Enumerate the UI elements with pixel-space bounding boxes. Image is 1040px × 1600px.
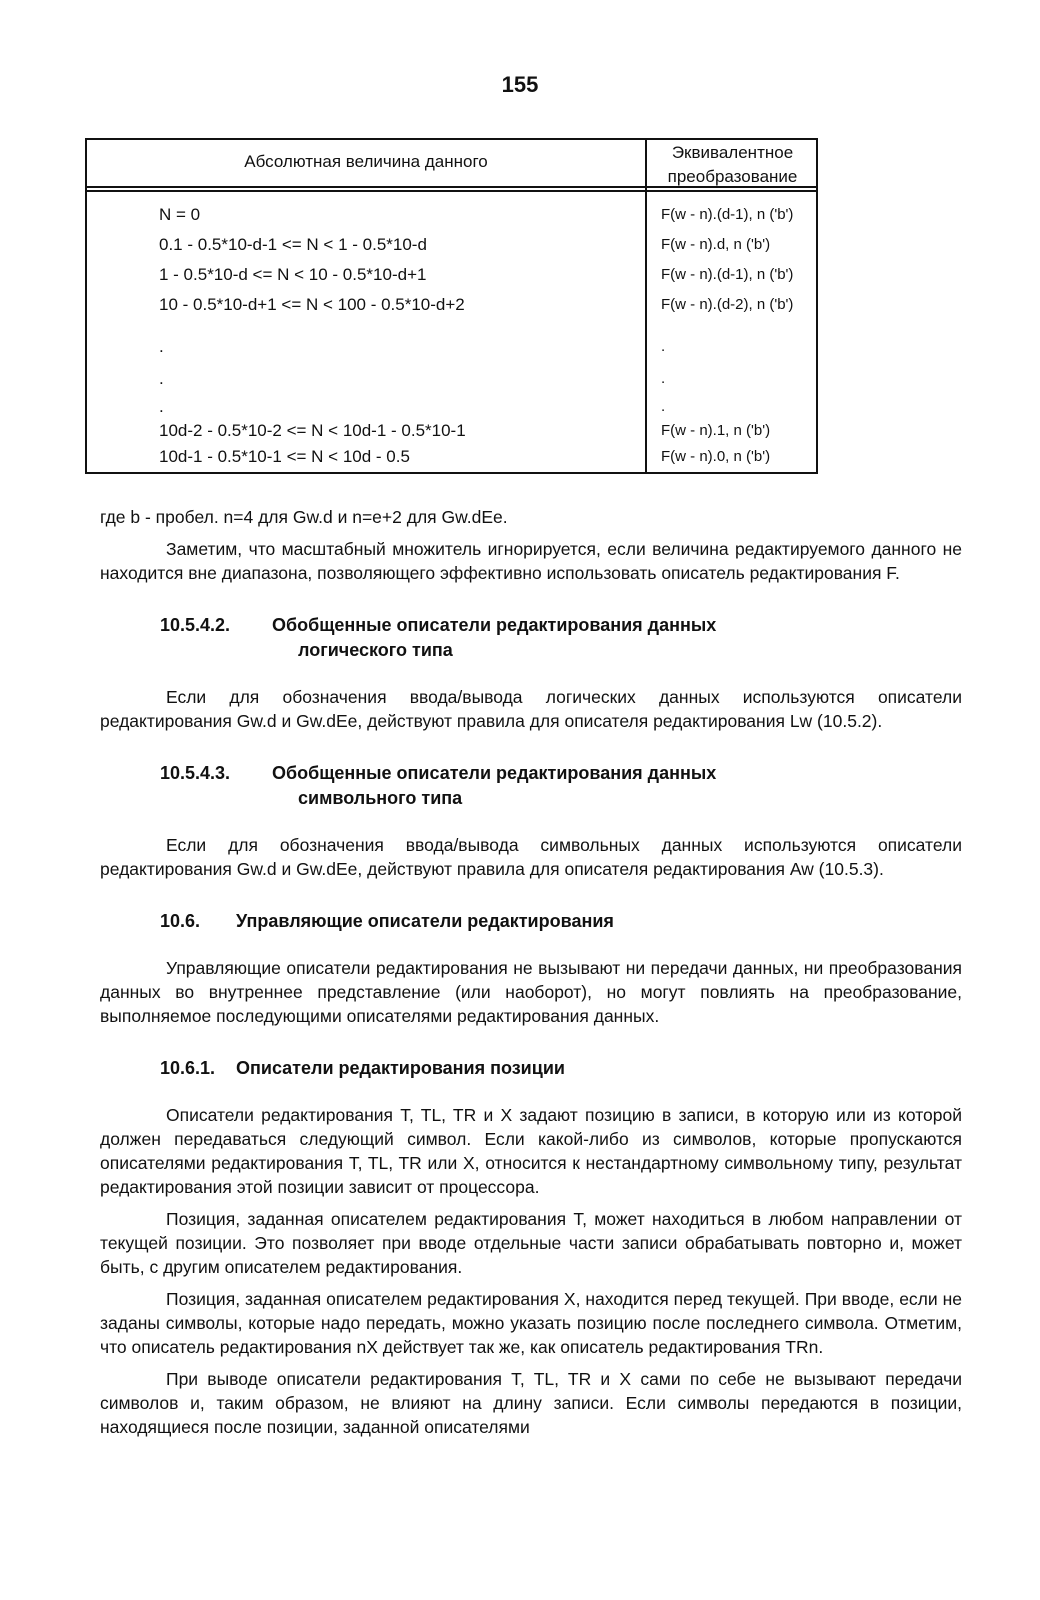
paragraph-t-descriptor: Позиция, заданная описателем редактирования T, может находиться в любом направлении от текущей позиции. Это позволяет при вводе отдельные части записи обрабатывать повторно и, может быть, с другим описателем редактирования. — [100, 1209, 962, 1277]
section-title-continued: символьного типа — [298, 788, 463, 808]
section-number: 10.6.1. — [160, 1058, 216, 1078]
table-row — [87, 444, 816, 470]
table-row — [87, 394, 816, 420]
table-row — [87, 202, 816, 228]
page-body — [100, 505, 962, 1439]
section-title: Обобщенные описатели редактирования данных — [272, 763, 717, 783]
conversion-cell: F(w - n).(d-1), n ('b') — [661, 266, 794, 283]
range-cell: 10d-1 - 0.5*10-1 <= N < 10d - 0.5 — [159, 447, 410, 466]
paragraph-character-type: Если для обозначения ввода/вывода символьных данных используются описатели редактирования Gw.d и Gw.dEe, действуют правила для описателя редактирования Aw (10.5.3). — [100, 835, 962, 879]
section-number: 10.5.4.3. — [160, 763, 231, 783]
range-cell: N = 0 — [159, 205, 201, 224]
section-number: 10.5.4.2. — [160, 615, 231, 635]
table-row — [87, 292, 816, 318]
section-heading-10-6 — [160, 909, 962, 934]
conversion-cell: F(w - n).1, n ('b') — [661, 422, 771, 439]
table-row — [87, 418, 816, 444]
paragraph-control-descriptors: Управляющие описатели редактирования не вызывают ни передачи данных, ни преобразования данных во внутреннее представление (или наоборот), но могут повлиять на преобразование, выполняемое последующими описателями редактирования данных. — [100, 958, 962, 1026]
header-absolute-value: Абсолютная величина данного — [244, 152, 488, 171]
ellipsis-cell: . — [159, 397, 164, 416]
range-cell: 0.1 - 0.5*10-d-1 <= N < 1 - 0.5*10-d — [159, 235, 427, 254]
range-cell: 10d-2 - 0.5*10-2 <= N < 10d-1 - 0.5*10-1 — [159, 421, 466, 440]
conversion-cell: F(w - n).0, n ('b') — [661, 448, 771, 465]
paragraph-x-descriptor: Позиция, заданная описателем редактирования X, находится перед текущей. При вводе, если не заданы символы, которые надо передать, можно указать позицию после последнего символа. Отметим, что описатель редактирования nX действует так же, как описатель редактирования TRn. — [100, 1289, 962, 1357]
paragraph-position-descriptors: Описатели редактирования T, TL, TR и X задают позицию в записи, в которую или из которой должен передаваться следующий символ. Если какой-либо из символов, которые пропускаются описателями редактирования T, TL, TR или X, относится к нестандартному символьному типу, результат редактирования этой позиции зависит от процессора. — [100, 1105, 962, 1197]
paragraph-logical-type: Если для обозначения ввода/вывода логических данных используются описатели редактирования Gw.d и Gw.dEe, действуют правила для описателя редактирования Lw (10.5.2). — [100, 687, 962, 731]
section-heading-10-5-4-2 — [160, 613, 962, 663]
section-title: Описатели редактирования позиции — [236, 1058, 565, 1078]
conversion-cell: F(w - n).(d-2), n ('b') — [661, 296, 794, 313]
table-row — [87, 262, 816, 288]
ellipsis-cell: . — [159, 369, 164, 388]
section-heading-10-6-1 — [160, 1056, 962, 1081]
paragraph-scale-factor: Заметим, что масштабный множитель игнорируется, если величина редактируемого данного не находится вне диапазона, позволяющего эффективно использовать описатель редактирования F. — [100, 539, 962, 583]
table-row — [87, 334, 816, 360]
section-number: 10.6. — [160, 911, 201, 931]
range-cell: 10 - 0.5*10-d+1 <= N < 100 - 0.5*10-d+2 — [159, 295, 465, 314]
header-equivalent-conversion: Эквивалентное преобразование — [667, 143, 798, 186]
ellipsis-cell: . — [661, 338, 666, 355]
section-title: Обобщенные описатели редактирования данных — [272, 615, 717, 635]
page-number: 155 — [501, 72, 539, 97]
conversion-table — [85, 138, 818, 474]
section-heading-10-5-4-3 — [160, 761, 962, 811]
table-row — [87, 232, 816, 258]
table-note: где b - пробел. n=4 для Gw.d и n=e+2 для Gw.dEe. — [100, 507, 508, 527]
ellipsis-cell: . — [661, 370, 666, 387]
ellipsis-cell: . — [661, 398, 666, 415]
table-row — [87, 366, 816, 392]
section-title-continued: логического типа — [298, 640, 453, 660]
range-cell: 1 - 0.5*10-d <= N < 10 - 0.5*10-d+1 — [159, 265, 427, 284]
conversion-cell: F(w - n).(d-1), n ('b') — [661, 206, 794, 223]
ellipsis-cell: . — [159, 337, 164, 356]
paragraph-output-behavior: При выводе описатели редактирования T, TL, TR и X сами по себе не вызывают передачи символов и, таким образом, не влияют на длину записи. Если символы передаются в позиции, находящиеся после позиции, заданной описателями — [100, 1369, 962, 1437]
section-title: Управляющие описатели редактирования — [236, 911, 614, 931]
conversion-cell: F(w - n).d, n ('b') — [661, 236, 771, 253]
